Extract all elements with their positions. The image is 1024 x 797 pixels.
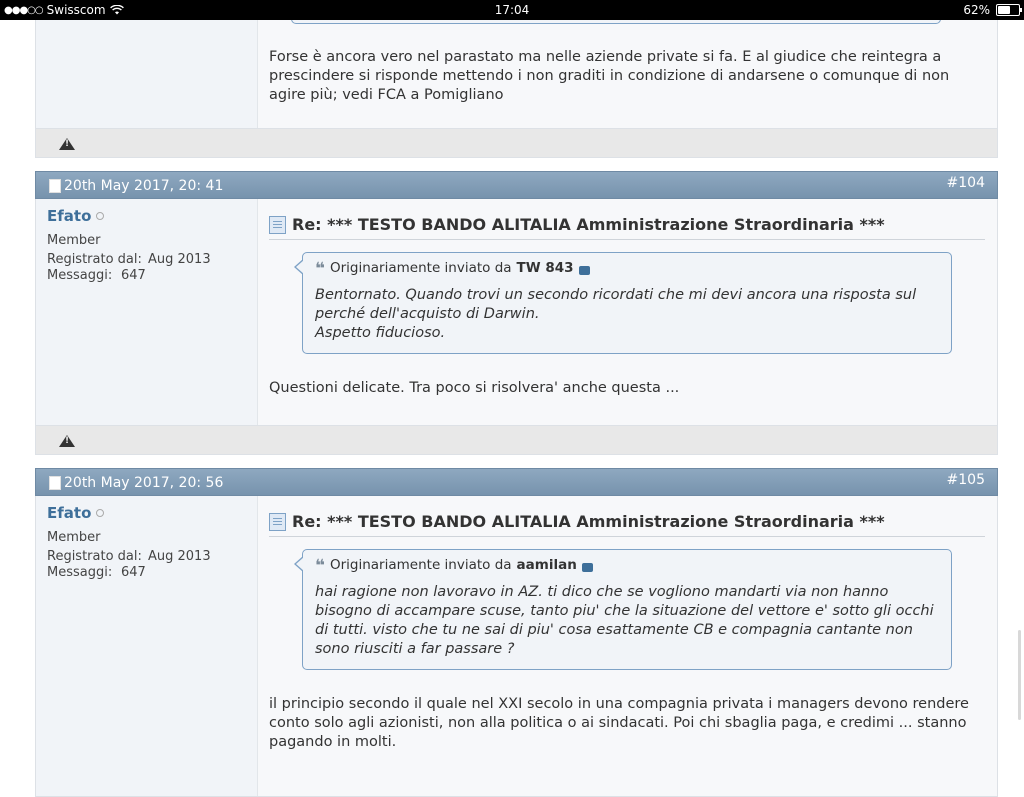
quote-line: bisogno di accampare scuse, tanto piu' che la situazione del vettore e' sotto gli occhi <box>315 603 934 619</box>
post-date-text: 20th May 2017, 20: 56 <box>64 475 224 491</box>
registered-value: Aug 2013 <box>148 252 211 267</box>
quote-line: di tutti. visto che tu ne sai di piu' cosa esattamente CB e compagnia cantante non <box>315 622 913 638</box>
post-text: Questioni delicate. Tra poco si risolvera' anche questa ... <box>269 380 680 396</box>
quote-text <box>315 583 939 659</box>
messages-label: Messaggi: <box>47 268 113 283</box>
registered-stat <box>47 252 246 267</box>
battery-fill <box>998 6 1010 14</box>
post-text-line: il principio secondo il quale nel XXI secolo in una compagnia privata i managers devono rendere <box>269 696 969 712</box>
post-title <box>269 215 985 240</box>
username[interactable]: Efato <box>47 207 92 225</box>
quote-header <box>315 556 939 575</box>
quote-line: perché dell'acquisto di Darwin. <box>315 306 540 322</box>
warning-triangle-icon[interactable] <box>59 435 75 447</box>
quote-icon: ❝ <box>315 555 325 576</box>
post-text-line: pagando in molti. <box>269 734 397 750</box>
previous-post-content <box>258 20 997 128</box>
quote-box <box>302 252 952 354</box>
post-content <box>258 199 997 425</box>
post-text-line: conto solo agli azionisti, non alla politica o ai sindacati. Poi chi sbaglia paga, e credimi ... stanno <box>269 715 967 731</box>
registered-stat <box>47 549 246 564</box>
post-icon <box>269 513 286 531</box>
previous-post-userinfo <box>36 20 258 128</box>
battery-icon <box>996 4 1020 16</box>
post-date <box>49 178 223 194</box>
quote-line: Bentornato. Quando trovi un secondo ricordati che mi devi ancora una risposta sul <box>315 287 917 303</box>
previous-post-body <box>35 20 998 129</box>
document-icon <box>49 179 61 193</box>
post-header <box>35 171 998 199</box>
quote-icon: ❝ <box>315 258 325 279</box>
quote-author: aamilan <box>516 557 577 573</box>
status-bar <box>0 0 1024 20</box>
username[interactable]: Efato <box>47 504 92 522</box>
username-link[interactable] <box>47 504 246 522</box>
messages-stat <box>47 268 246 283</box>
messages-value: 647 <box>121 268 146 283</box>
post-104 <box>35 171 998 455</box>
quote-prefix: Originariamente inviato da <box>329 557 512 573</box>
quote-text <box>315 286 939 343</box>
username-link[interactable] <box>47 207 246 225</box>
status-right <box>963 3 1020 17</box>
signal-strength-icon: ●●●○○ <box>4 4 43 16</box>
warning-triangle-icon[interactable] <box>59 138 75 150</box>
battery-percent: 62% <box>963 3 990 17</box>
quote-line: Aspetto fiducioso. <box>315 325 446 341</box>
post-footer <box>35 426 998 455</box>
previous-post-text: Forse è ancora vero nel parastato ma nelle aziende private si fa. E al giudice che reintegra a prescindere si risponde mettendo i non graditi in condizione di andarsene o comunque di non agire più; vedi FCA a Pomigliano <box>269 49 950 103</box>
quote-line: sono riusciti a far passare ? <box>315 641 515 657</box>
post-title-text: Re: *** TESTO BANDO ALITALIA Amministrazione Straordinaria *** <box>292 512 885 531</box>
messages-label: Messaggi: <box>47 565 113 580</box>
previous-post-footer <box>35 129 998 158</box>
document-icon <box>49 476 61 490</box>
quote-prefix: Originariamente inviato da <box>329 260 512 276</box>
offline-status-icon <box>96 509 104 517</box>
post-date <box>49 475 223 491</box>
user-title: Member <box>47 233 101 248</box>
userinfo <box>36 199 258 425</box>
scrollbar[interactable] <box>1018 630 1021 720</box>
registered-label: Registrato dal: <box>47 549 142 564</box>
messages-stat <box>47 565 246 580</box>
post-content <box>258 496 997 796</box>
post-105 <box>35 468 998 797</box>
post-date-text: 20th May 2017, 20: 41 <box>64 178 224 194</box>
post-body <box>35 199 998 426</box>
registered-value: Aug 2013 <box>148 549 211 564</box>
registered-label: Registrato dal: <box>47 252 142 267</box>
post-title-text: Re: *** TESTO BANDO ALITALIA Amministrazione Straordinaria *** <box>292 215 885 234</box>
quote-line: hai ragione non lavoravo in AZ. ti dico che se vogliono mandarti via non hanno <box>315 584 889 600</box>
quote-header <box>315 259 939 278</box>
view-post-icon[interactable] <box>579 266 590 275</box>
view-post-icon[interactable] <box>582 563 593 572</box>
post-number-link[interactable]: #104 <box>946 175 985 191</box>
previous-post <box>35 20 998 158</box>
quote-author: TW 843 <box>516 260 574 276</box>
post-icon <box>269 216 286 234</box>
post-number-link[interactable]: #105 <box>946 472 985 488</box>
quote-box <box>302 549 952 670</box>
carrier-name: Swisscom <box>46 3 106 17</box>
post-text <box>269 695 985 752</box>
post-title <box>269 512 985 537</box>
post-body <box>35 496 998 797</box>
clock: 17:04 <box>494 3 530 17</box>
userinfo <box>36 496 258 796</box>
offline-status-icon <box>96 212 104 220</box>
messages-value: 647 <box>121 565 146 580</box>
thread <box>35 20 998 797</box>
post-header <box>35 468 998 496</box>
user-title: Member <box>47 530 101 545</box>
